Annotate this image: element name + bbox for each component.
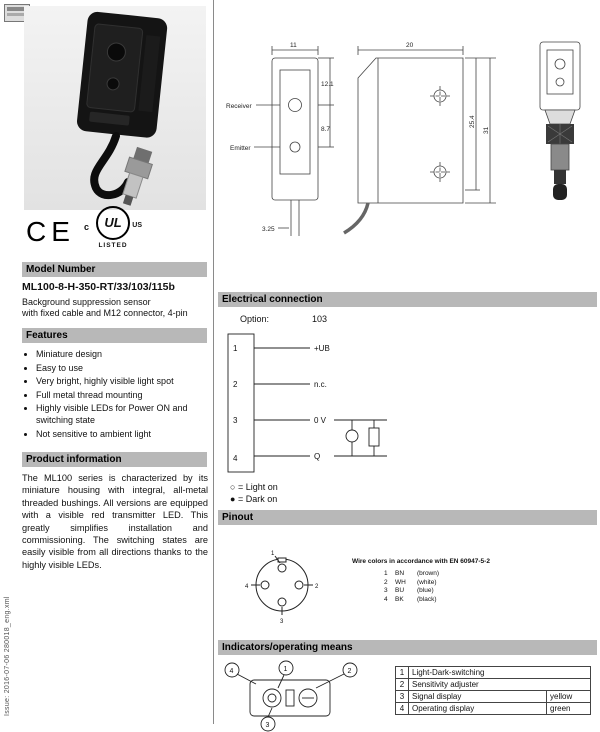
indicator-row <box>396 691 591 703</box>
wire-abbr: WH <box>395 578 406 586</box>
emitter-label: Emitter <box>230 145 251 152</box>
indicator-color: green <box>547 703 591 715</box>
wire-name: (brown) <box>417 570 440 577</box>
edition-note: Issue: 2016-07-06 280018_eng.xml <box>4 596 11 716</box>
pinout-diagram <box>242 545 322 625</box>
dark-on-text: = Dark on <box>237 494 278 504</box>
model-number-header: Model Number <box>22 262 207 277</box>
callout-3: 3 <box>265 722 270 729</box>
ce-mark: CE <box>26 216 75 247</box>
legend-light-on <box>230 482 278 492</box>
dim-cable-dia: 3.25 <box>262 226 275 233</box>
feature-item: • Not sensitive to ambient light <box>36 428 208 440</box>
pinout-pin-1: 1 <box>271 551 275 557</box>
light-on-text: = Light on <box>237 482 278 492</box>
wire-row <box>384 570 439 579</box>
wire-name: (blue) <box>417 587 434 594</box>
wire-colors-note: Wire colors in accordance with EN 60947-5-2 <box>352 558 490 565</box>
pin-num: 2 <box>233 380 238 389</box>
light-on-symbol: ○ <box>230 482 236 492</box>
indicator-row <box>396 679 591 691</box>
column-divider <box>213 0 214 724</box>
pin-num: 3 <box>233 416 238 425</box>
wire-pin: 2 <box>384 578 388 586</box>
callout-2: 2 <box>347 668 352 675</box>
wire-row <box>384 579 439 588</box>
dim-hole-spacing: 25.4 <box>469 115 476 128</box>
wire-color-table <box>384 570 439 604</box>
pin-label: n.c. <box>314 380 327 389</box>
wire-row <box>384 587 439 596</box>
indicator-desc: Operating display <box>409 703 547 715</box>
feature-item: • Highly visible LEDs for Power ON and switching state <box>36 402 208 426</box>
features-header: Features <box>22 328 207 343</box>
dark-on-symbol: ● <box>230 494 236 504</box>
pin-label: 0 V <box>314 416 327 425</box>
dim-height: 31 <box>483 126 490 134</box>
indicator-num: 3 <box>396 691 409 703</box>
product-info-text: The ML100 series is characterized by its miniature housing with integral, all-metal threaded bushings. All versions are equipped with a visible red transmitter LED. This greatly simplifies installation and commissioning. The switching states are easily visible from all directions thanks to the highly visible LEDs. <box>22 473 208 570</box>
dimension-drawings <box>218 0 600 288</box>
product-photo <box>24 6 206 210</box>
wire-abbr: BU <box>395 587 405 594</box>
indicator-desc: Signal display <box>409 691 547 703</box>
electrical-header: Electrical connection <box>218 292 597 307</box>
indicator-row <box>396 667 591 679</box>
ul-mark <box>84 206 144 254</box>
receiver-label: Receiver <box>226 103 252 110</box>
wire-row <box>384 596 439 605</box>
model-desc-2: with fixed cable and M12 connector, 4-pin <box>22 308 188 318</box>
wire-abbr: BK <box>395 595 404 603</box>
feature-item: • Miniature design <box>36 348 208 360</box>
indicator-desc: Light-Dark-switching <box>409 667 591 679</box>
ul-listed-label: LISTED <box>98 242 128 249</box>
wire-pin: 4 <box>384 595 388 603</box>
indicator-num: 2 <box>396 679 409 691</box>
dim-receiver-offset: 12.1 <box>321 81 334 88</box>
option-value: 103 <box>312 314 328 324</box>
wire-name: (white) <box>417 578 437 586</box>
ul-us-label: US <box>132 222 142 229</box>
pin-num: 4 <box>233 454 238 463</box>
pinout-pin-2: 2 <box>315 584 319 590</box>
feature-item: • Very bright, highly visible light spot <box>36 375 208 387</box>
model-number: ML100-8-H-350-RT/33/103/115b <box>22 281 175 293</box>
pinout-pin-3: 3 <box>280 619 284 625</box>
wire-name: (black) <box>417 595 437 603</box>
legend-dark-on <box>230 494 277 504</box>
wire-abbr: BN <box>395 570 405 577</box>
pinout-pin-4: 4 <box>245 584 249 590</box>
callout-1: 1 <box>283 666 288 673</box>
product-info-header: Product information <box>22 452 207 467</box>
feature-item: • Easy to use <box>36 362 208 374</box>
pin-label: +UB <box>314 344 330 353</box>
pin-num: 1 <box>233 344 238 353</box>
connection-diagram <box>222 330 432 480</box>
indicator-color: yellow <box>547 691 591 703</box>
model-desc-1: Background suppression sensor <box>22 297 151 307</box>
indicator-num: 4 <box>396 703 409 715</box>
indicator-desc: Sensitivity adjuster <box>409 679 591 691</box>
indicator-row <box>396 703 591 715</box>
wire-pin: 3 <box>384 587 388 594</box>
dim-front-width: 11 <box>290 42 297 49</box>
features-list <box>36 348 208 441</box>
indicator-num: 1 <box>396 667 409 679</box>
ul-logo: UL <box>96 206 130 240</box>
wire-pin: 1 <box>384 570 388 577</box>
sensor-photo-illustration <box>24 6 206 210</box>
callout-4: 4 <box>229 668 234 675</box>
option-label: Option: <box>240 314 270 324</box>
dim-emitter-spacing: 8.7 <box>321 126 331 133</box>
indicators-table <box>395 666 591 715</box>
pinout-header: Pinout <box>218 510 597 525</box>
indicators-header: Indicators/operating means <box>218 640 597 655</box>
pin-label: Q <box>314 452 321 461</box>
dim-side-depth: 20 <box>406 42 414 49</box>
feature-item: • Full metal thread mounting <box>36 389 208 401</box>
indicators-diagram <box>222 660 362 732</box>
ul-c-label: c <box>84 222 90 232</box>
